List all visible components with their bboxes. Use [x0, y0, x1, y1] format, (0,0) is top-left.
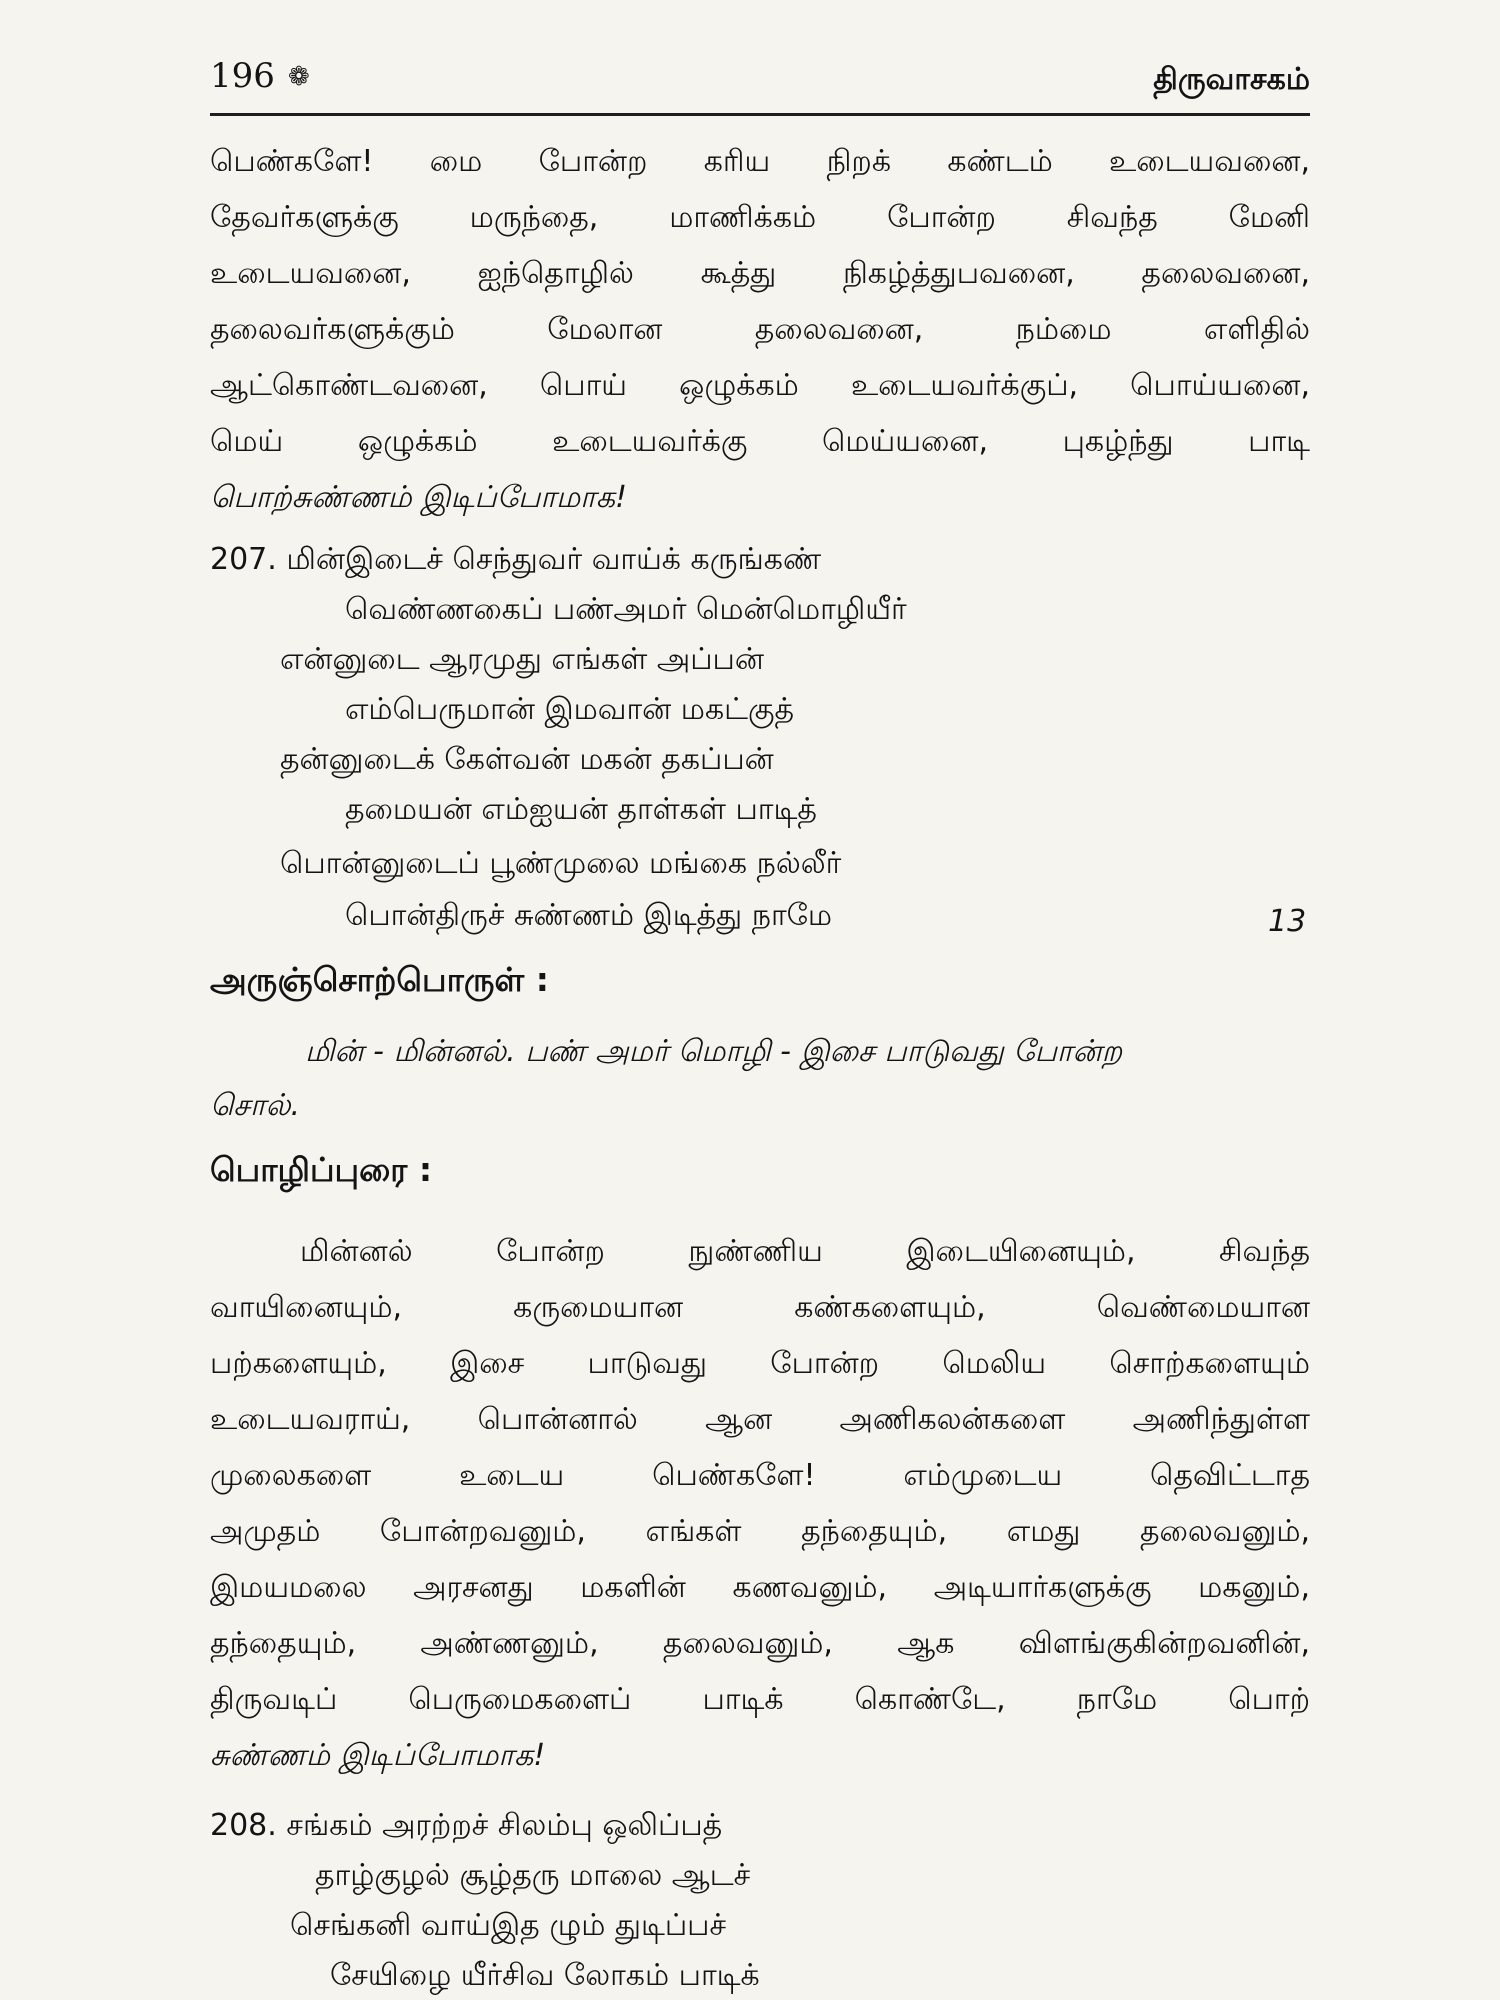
commentary-line: திருவடிப் பெருமைகளைப் பாடிக் கொண்டே, நாமே பொற் [210, 1682, 1310, 1717]
verse-line: தமையன் எம்ஐயன் தாள்கள் பாடித் [345, 792, 817, 827]
commentary-line: முலைகளை உடைய பெண்களே! எம்முடைய தெவிட்டாத [210, 1458, 1310, 1493]
paragraph-line: தேவர்களுக்கு மருந்தை, மாணிக்கம் போன்ற சிவந்த மேனி [210, 200, 1310, 235]
glossary-line: மின் - மின்னல். பண் அமர் மொழி - இசை பாடுவது போன்ற [305, 1034, 1123, 1069]
page-number: 196 [210, 56, 275, 96]
commentary-line: அமுதம் போன்றவனும், எங்கள் தந்தையும், எமது தலைவனும், [210, 1514, 1310, 1549]
verse-line: தன்னுடைக் கேள்வன் மகன் தகப்பன் [280, 742, 774, 777]
verse-number: 13 [1268, 904, 1307, 939]
verse-line: என்னுடை ஆரமுது எங்கள் அப்பன் [280, 642, 764, 677]
flower-ornament-icon: ❁ [288, 62, 310, 92]
glossary-line: சொல். [210, 1088, 301, 1123]
glossary-heading: அருஞ்சொற்பொருள் : [210, 960, 549, 999]
paragraph-line: மெய் ஒழுக்கம் உடையவர்க்கு மெய்யனை, புகழ்ந்து பாடி [210, 424, 1310, 459]
commentary-line: சுண்ணம் இடிப்போமாக! [210, 1738, 546, 1773]
verse-line: பொன்திருச் சுண்ணம் இடித்து நாமே [345, 898, 833, 933]
commentary-heading: பொழிப்புரை : [210, 1150, 433, 1189]
verse-line: 207. மின்இடைச் செந்துவர் வாய்க் கருங்கண் [210, 542, 822, 577]
verse-line: வெண்ணகைப் பண்அமர் மென்மொழியீர் [345, 592, 907, 627]
paragraph-line: ஆட்கொண்டவனை, பொய் ஒழுக்கம் உடையவர்க்குப், பொய்யனை, [210, 368, 1310, 403]
verse-line: எம்பெருமான் இமவான் மகட்குத் [345, 692, 795, 727]
commentary-line: தந்தையும், அண்ணனும், தலைவனும், ஆக விளங்குகின்றவனின், [210, 1626, 1310, 1661]
commentary-line: இமயமலை அரசனது மகளின் கணவனும், அடியார்களுக்கு மகனும், [210, 1570, 1310, 1605]
paragraph-line: தலைவர்களுக்கும் மேலான தலைவனை, நம்மை எளிதில் [210, 312, 1310, 347]
verse-line: தாழ்குழல் சூழ்தரு மாலை ஆடச் [315, 1858, 751, 1893]
verse-line: பொன்னுடைப் பூண்முலை மங்கை நல்லீர் [280, 846, 842, 881]
verse-line: செங்கனி வாய்இத ழும் துடிப்பச் [290, 1908, 727, 1943]
paragraph-line: பெண்களே! மை போன்ற கரிய நிறக் கண்டம் உடையவனை, [210, 144, 1310, 179]
verse-line: 208. சங்கம் அரற்றச் சிலம்பு ஒலிப்பத் [210, 1808, 723, 1843]
commentary-line: மின்னல் போன்ற நுண்ணிய இடையினையும், சிவந்த [300, 1234, 1310, 1269]
commentary-line: பற்களையும், இசை பாடுவது போன்ற மெலிய சொற்களையும் [210, 1346, 1310, 1381]
commentary-line: உடையவராய், பொன்னால் ஆன அணிகலன்களை அணிந்துள்ள [210, 1402, 1310, 1437]
paragraph-line: பொற்சுண்ணம் இடிப்போமாக! [210, 480, 628, 515]
book-title: திருவாசகம் [1153, 62, 1310, 97]
paragraph-line: உடையவனை, ஐந்தொழில் கூத்து நிகழ்த்துபவனை, தலைவனை, [210, 256, 1310, 291]
page-header [210, 56, 1310, 116]
verse-line: சேயிழை யீர்சிவ லோகம் பாடிக் [330, 1958, 760, 1993]
commentary-line: வாயினையும், கருமையான கண்களையும், வெண்மையான [210, 1290, 1310, 1325]
header-rule [210, 113, 1310, 116]
